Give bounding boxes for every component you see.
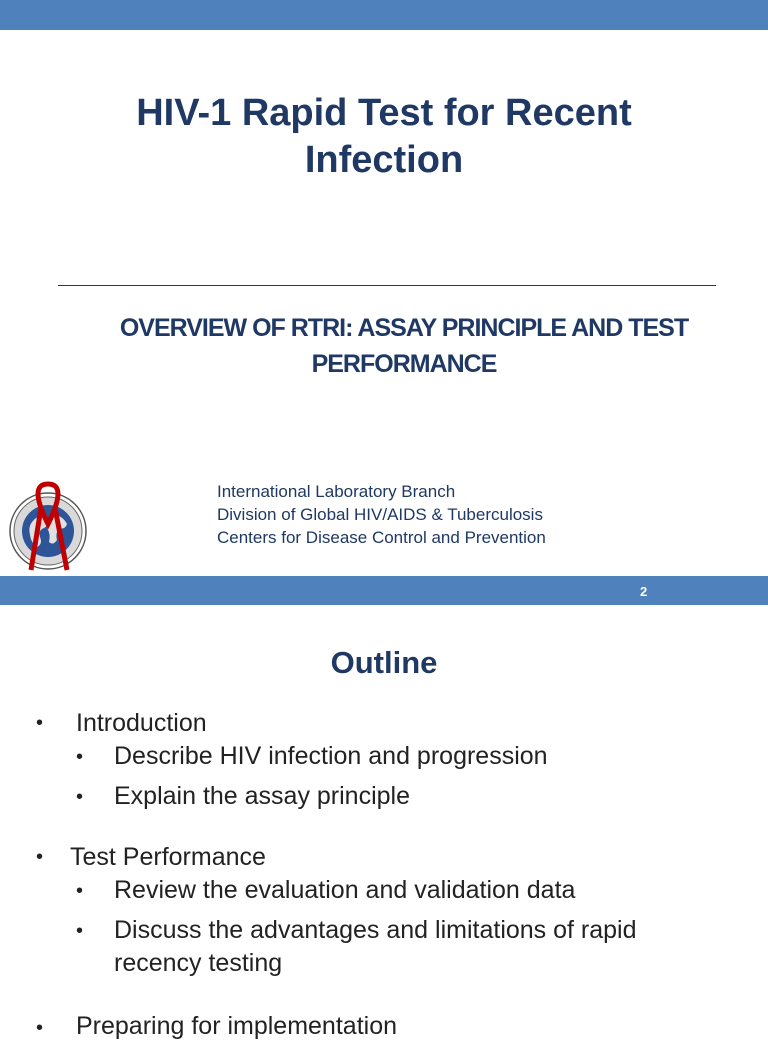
- bottom-color-bar: [0, 576, 768, 605]
- outline-item: Preparing for implementation: [76, 1012, 397, 1040]
- bullet: •: [36, 1017, 44, 1039]
- outline-subitem: Explain the assay principle: [114, 782, 410, 810]
- outline-subitem: Review the evaluation and validation data: [114, 876, 576, 904]
- affiliation-line: Centers for Disease Control and Prevention: [217, 528, 546, 547]
- outline-title: Outline: [330, 645, 438, 680]
- title-divider: [58, 285, 716, 286]
- sub-bullet: •: [76, 746, 84, 768]
- affiliation-line: International Laboratory Branch: [217, 482, 456, 501]
- top-color-bar: [0, 0, 768, 30]
- sub-bullet: •: [76, 920, 84, 942]
- outline-subitem: Describe HIV infection and progression: [114, 742, 548, 770]
- bullet: •: [36, 846, 44, 868]
- outline-slide: [0, 605, 768, 1040]
- sub-bullet: •: [76, 880, 84, 902]
- page-number: 2: [640, 584, 648, 599]
- outline-subitem: Discuss the advantages and limitations of rapid recency testing: [114, 916, 637, 977]
- sub-bullet: •: [76, 786, 84, 808]
- cdc-seal-logo: [5, 478, 91, 576]
- affiliation-block: [217, 480, 717, 549]
- affiliation-line: Division of Global HIV/AIDS & Tuberculosis: [217, 505, 543, 524]
- outline-item: Test Performance: [70, 843, 266, 871]
- slide-subtitle: OVERVIEW OF RTRI: ASSAY PRINCIPLE AND TEST PERFORMANCE: [119, 314, 689, 378]
- slide-title: HIV-1 Rapid Test for Recent Infection: [136, 92, 632, 181]
- bullet: •: [36, 712, 44, 734]
- outline-item: Introduction: [76, 709, 207, 737]
